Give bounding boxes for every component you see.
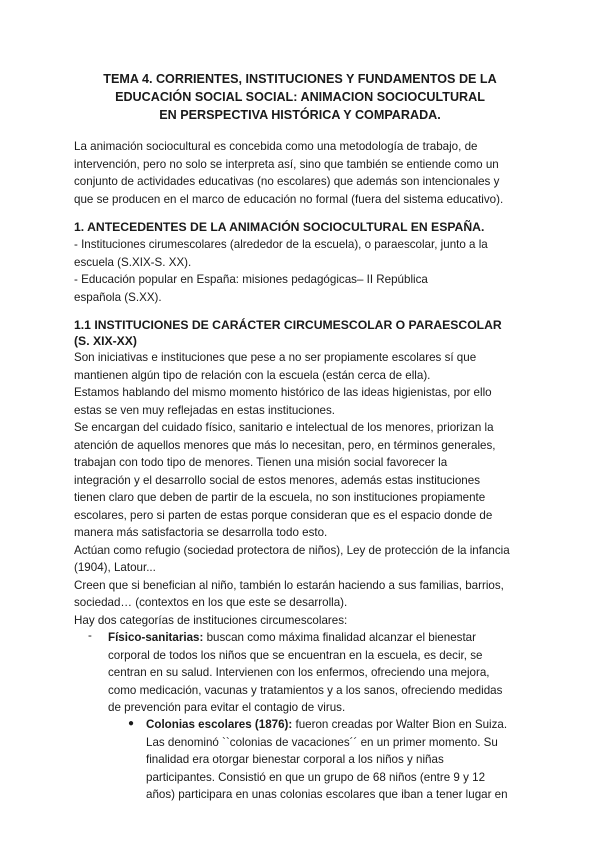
section-1-1-line: Actúan como refugio (sociedad protectora de niños), Ley de protección de la infancia — [74, 543, 510, 557]
sub-item-line: años) participara en unas colonias escolares que iban a tener lugar en — [146, 788, 508, 801]
section-1-1-line: (1904), Latour... — [74, 561, 156, 574]
section-1-1-line: atención de aquellos menores que más lo necesitan, pero, en términos generales, — [74, 438, 496, 452]
sub-item-label: Colonias escolares (1876): — [146, 718, 293, 731]
section-1-1-line: tienen claro que deben de partir de la escuela, no son instituciones propiamente — [74, 491, 486, 504]
sub-item-colonias-escolares — [146, 716, 546, 804]
section-1-1-line: integración y el desarrollo social de estos menores, además estas instituciones — [74, 473, 480, 487]
list-dash-marker: - — [88, 629, 92, 642]
section-1-1-body — [74, 349, 534, 629]
list-item-label: Físico-sanitarias: — [108, 631, 204, 644]
section-1-1-line: manera más satisfactoria se desarrolla todo esto. — [74, 526, 328, 539]
section-1-1-line: Hay dos categorías de instituciones circumescolares: — [74, 613, 348, 627]
list-item-fisico-sanitarias — [108, 629, 538, 717]
section-1-1-line: Se encargan del cuidado físico, sanitario e intelectual de los menores, priorizan la — [74, 421, 494, 434]
list-item-line: como medicación, vacunas y tratamientos y a los sanos, ofreciendo medidas — [108, 683, 503, 697]
section-1-line: - Instituciones cirumescolares (alrededor de la escuela), o paraescolar, junto a la — [74, 238, 488, 251]
sub-item-line: participantes. Consistió en que un grupo de 68 niños (entre 9 y 12 — [146, 770, 486, 784]
list-item-line: corporal de todos los niños que se encuentran en la escuela, es decir, se — [108, 648, 483, 662]
section-1-body — [74, 236, 534, 306]
bullet-marker: ● — [128, 718, 135, 729]
section-1-1-heading-sub: (S. XIX-XX) — [74, 334, 137, 348]
list-item-line: centran en su salud. Intervienen con los enfermos, ofreciendo una mejora, — [108, 666, 490, 679]
list-item-text: buscan como máxima finalidad alcanzar el bienestar — [203, 631, 476, 644]
sub-item-text: fueron creadas por Walter Bion en Suiza. — [292, 718, 508, 731]
section-1-1-line: mantienen algún tipo de relación con la escuela (están cerca de ella). — [74, 368, 431, 382]
sub-item-line: finalidad era otorgar bienestar corporal a los niños y niñas — [146, 753, 444, 766]
title-line-1: TEMA 4. CORRIENTES, INSTITUCIONES Y FUNDAMENTOS DE LA — [103, 72, 497, 86]
title-line-3: EN PERSPECTIVA HISTÓRICA Y COMPARADA. — [159, 108, 441, 122]
section-1-line: escuela (S.XIX-S. XX). — [74, 255, 192, 269]
title-line-2: EDUCACIÓN SOCIAL SOCIAL: ANIMACION SOCIOCULTURAL — [115, 90, 485, 104]
intro-line: intervención, pero no solo se interpreta así, sino que también se entiende como un — [74, 157, 499, 171]
intro-line: La animación sociocultural es concebida como una metodología de trabajo, de — [74, 140, 478, 153]
section-1-1-heading: 1.1 INSTITUCIONES DE CARÁCTER CIRCUMESCOLAR O PARAESCOLAR — [74, 318, 502, 332]
document-title — [60, 70, 540, 124]
section-1-1-line: Son iniciativas e instituciones que pese a no ser propiamente escolares sí que — [74, 351, 477, 364]
section-1-1-line: escolares, pero si parten de estas porque consideran que es el espacio donde de — [74, 508, 493, 522]
intro-line: que se producen en el marco de educación no formal (fuera del sistema educativo). — [74, 192, 504, 206]
section-1-line: española (S.XX). — [74, 290, 162, 304]
section-1-1-line: sociedad… (contextos en los que este se desarrolla). — [74, 596, 348, 609]
sub-item-line: Las denominó ``colonias de vacaciones´´ en un primer momento. Su — [146, 735, 498, 749]
section-1-line: - Educación popular en España: misiones pedagógicas– II República — [74, 273, 428, 286]
section-1-1-line: Creen que si benefician al niño, también lo estarán haciendo a sus familias, barrios, — [74, 578, 504, 592]
section-1-heading: 1. ANTECEDENTES DE LA ANIMACIÓN SOCIOCULTURAL EN ESPAÑA. — [74, 220, 485, 234]
list-item-line: de prevención para evitar el contagio de virus. — [108, 701, 346, 714]
section-1-1-line: estas se ven muy reflejadas en estas instituciones. — [74, 403, 335, 417]
intro-line: conjunto de actividades educativas (no escolares) que además son intencionales y — [74, 175, 500, 188]
section-1-1-line: Estamos hablando del mismo momento histórico de las ideas higienistas, por ello — [74, 386, 492, 399]
section-1-1-line: trabajan con todo tipo de menores. Tienen una misión social favorecer la — [74, 456, 448, 469]
intro-paragraph — [74, 138, 534, 208]
